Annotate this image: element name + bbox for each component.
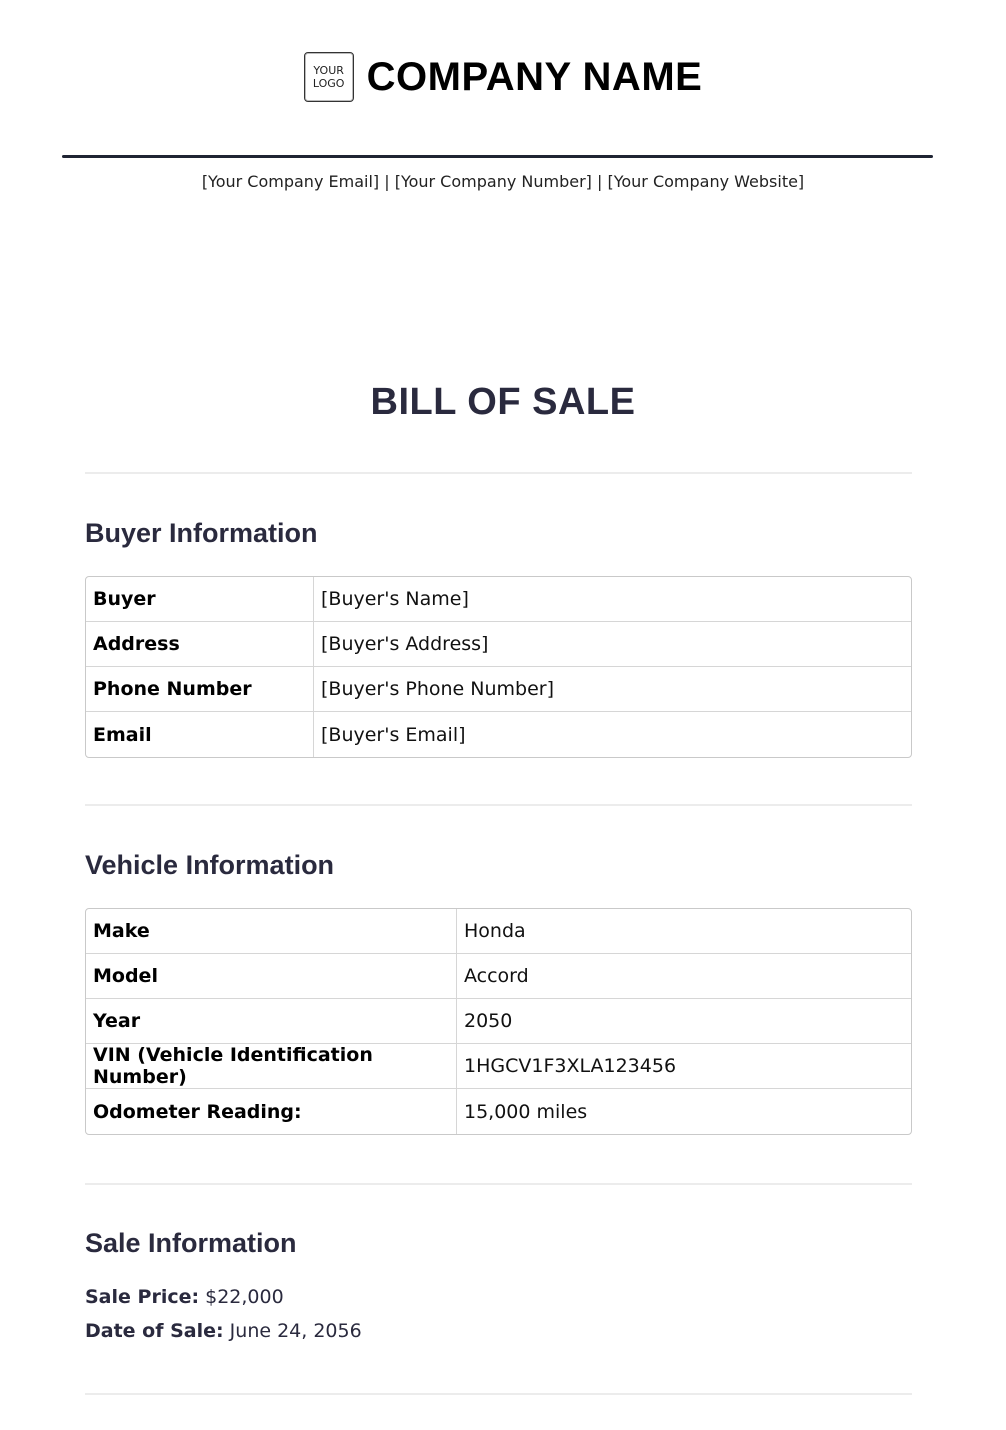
table-row — [86, 577, 911, 622]
vehicle-vin-value: 1HGCV1F3XLA123456 — [457, 1044, 911, 1089]
buyer-section-heading: Buyer Information — [85, 518, 318, 548]
buyer-name-label: Buyer — [86, 577, 314, 622]
document-header — [0, 52, 1006, 102]
sale-section-heading: Sale Information — [85, 1228, 297, 1258]
vehicle-year-label: Year — [86, 999, 457, 1044]
table-row — [86, 999, 911, 1044]
buyer-phone-value: [Buyer's Phone Number] — [314, 667, 911, 712]
vehicle-model-label: Model — [86, 954, 457, 999]
buyer-address-label: Address — [86, 622, 314, 667]
table-row — [86, 909, 911, 954]
buyer-name-value: [Buyer's Name] — [314, 577, 911, 622]
company-logo — [304, 52, 354, 102]
header-divider — [62, 155, 933, 158]
section-divider — [85, 472, 912, 474]
sale-date-line — [85, 1320, 362, 1342]
vehicle-info-table — [85, 908, 912, 1135]
table-row — [86, 622, 911, 667]
sale-date-label: Date of Sale: — [85, 1320, 224, 1342]
section-divider — [85, 1393, 912, 1395]
company-contact-line: [Your Company Email] | [Your Company Number] | [Your Company Website] — [201, 172, 805, 191]
vehicle-odometer-value: 15,000 miles — [464, 1100, 588, 1123]
buyer-address-value: [Buyer's Address] — [314, 622, 911, 667]
sale-date-value: June 24, 2056 — [229, 1320, 362, 1342]
sale-price-line — [85, 1286, 284, 1308]
sale-price-label: Sale Price: — [85, 1286, 200, 1308]
vehicle-odometer-label: Odometer Reading: — [86, 1089, 457, 1134]
vehicle-section-heading: Vehicle Information — [85, 850, 335, 880]
document-title: BILL OF SALE — [370, 381, 636, 423]
section-divider — [85, 1183, 912, 1185]
buyer-info-table — [85, 576, 912, 758]
company-name: COMPANY NAME — [366, 54, 703, 99]
table-row — [86, 667, 911, 712]
vehicle-make-value: Honda — [457, 909, 911, 954]
vehicle-model-value: Accord — [457, 954, 911, 999]
table-row — [86, 712, 911, 757]
sale-price-value: $22,000 — [205, 1286, 284, 1308]
logo-text-line2: LOGO — [312, 77, 345, 90]
buyer-phone-label: Phone Number — [86, 667, 314, 712]
vehicle-year-value: 2050 — [457, 999, 911, 1044]
buyer-email-label: Email — [86, 712, 314, 757]
logo-text-line1: YOUR — [313, 64, 344, 77]
vehicle-make-label: Make — [86, 909, 457, 954]
vehicle-vin-label: VIN (Vehicle Identification Number) — [86, 1044, 457, 1089]
table-row — [86, 954, 911, 999]
buyer-email-value: [Buyer's Email] — [321, 723, 466, 746]
table-row — [86, 1089, 911, 1134]
table-row — [86, 1044, 911, 1089]
section-divider — [85, 804, 912, 806]
